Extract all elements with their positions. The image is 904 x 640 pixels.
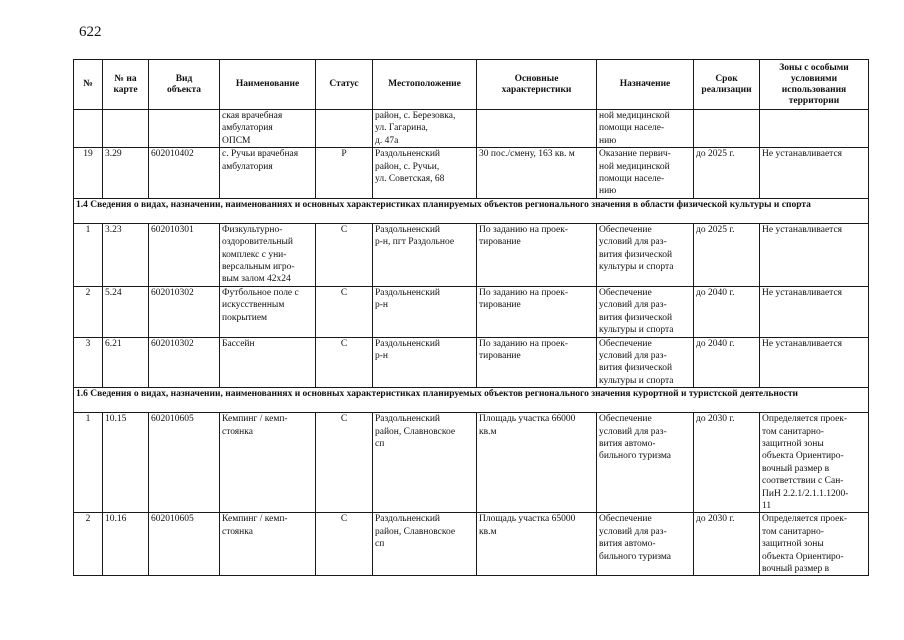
cell-name: Футбольное поле с искусственным покрытием <box>220 286 316 337</box>
cell-purpose: Обеспечение условий для раз- вития автомо- бильного туризма <box>597 513 694 576</box>
header-purpose: Назначение <box>597 60 694 110</box>
cell-special-zones: Не устанавливается <box>760 148 869 199</box>
cell-deadline: до 2030 г. <box>694 513 760 576</box>
cell-special-zones <box>760 110 869 148</box>
cell-status: С <box>316 513 373 576</box>
table-header-row <box>74 60 869 110</box>
section-title: 1.6 Сведения о видах, назначении, наименованиях и основных характеристиках планируемых объектов регионального значения курортной и туристской деятельности <box>74 388 869 413</box>
cell-characteristics <box>477 110 597 148</box>
cell-object-type: 602010302 <box>149 337 220 388</box>
cell-special-zones: Определяется проек- том санитарно- защитной зоны объекта Ориентиро- вочный размер в <box>760 513 869 576</box>
cell-object-type: 602010605 <box>149 513 220 576</box>
table-row <box>74 110 869 148</box>
cell-num: 1 <box>74 223 103 286</box>
cell-location: Раздольненский район, Славновское сп <box>373 513 477 576</box>
cell-characteristics: Площадь участка 66000 кв.м <box>477 413 597 513</box>
cell-name: Кемпинг / кемп- стоянка <box>220 413 316 513</box>
cell-characteristics: По заданию на проек- тирование <box>477 286 597 337</box>
cell-name: Физкультурно- оздоровительный комплекс с уни- версальным игро- вым залом 42х24 <box>220 223 316 286</box>
cell-special-zones: Не устанавливается <box>760 337 869 388</box>
cell-purpose: Оказание первич- ной медицинской помощи населе- нию <box>597 148 694 199</box>
cell-name: Кемпинг / кемп- стоянка <box>220 513 316 576</box>
cell-location: Раздольненский район, с. Ручьи, ул. Советская, 68 <box>373 148 477 199</box>
cell-purpose: Обеспечение условий для раз- вития физической культуры и спорта <box>597 223 694 286</box>
cell-deadline: до 2025 г. <box>694 148 760 199</box>
cell-deadline: до 2025 г. <box>694 223 760 286</box>
cell-status: С <box>316 286 373 337</box>
cell-special-zones: Не устанавливается <box>760 286 869 337</box>
cell-num: 2 <box>74 513 103 576</box>
cell-map-number: 6.21 <box>103 337 149 388</box>
cell-map-number: 10.15 <box>103 413 149 513</box>
cell-name: Бассейн <box>220 337 316 388</box>
cell-purpose: Обеспечение условий для раз- вития физической культуры и спорта <box>597 337 694 388</box>
cell-map-number: 5.24 <box>103 286 149 337</box>
cell-num: 1 <box>74 413 103 513</box>
cell-characteristics: 30 пос./смену, 163 кв. м <box>477 148 597 199</box>
header-location: Местоположение <box>373 60 477 110</box>
table-row <box>74 337 869 388</box>
cell-name: с. Ручьи врачебная амбулатория <box>220 148 316 199</box>
cell-map-number <box>103 110 149 148</box>
cell-characteristics: Площадь участка 65000 кв.м <box>477 513 597 576</box>
cell-status: С <box>316 223 373 286</box>
cell-deadline: до 2040 г. <box>694 337 760 388</box>
cell-num: 3 <box>74 337 103 388</box>
table-row <box>74 513 869 576</box>
cell-location: район, с. Березовка, ул. Гагарина, д. 47а <box>373 110 477 148</box>
cell-purpose: Обеспечение условий для раз- вития автомо- бильного туризма <box>597 413 694 513</box>
cell-deadline: до 2040 г. <box>694 286 760 337</box>
cell-map-number: 10.16 <box>103 513 149 576</box>
cell-status: С <box>316 413 373 513</box>
cell-num: 19 <box>74 148 103 199</box>
cell-status: Р <box>316 148 373 199</box>
header-deadline: Срок реализации <box>694 60 760 110</box>
cell-object-type <box>149 110 220 148</box>
cell-num: 2 <box>74 286 103 337</box>
header-name: Наименование <box>220 60 316 110</box>
header-object-type: Вид объекта <box>149 60 220 110</box>
cell-location: Раздольненский р-н <box>373 337 477 388</box>
cell-location: Раздольненский район, Славновское сп <box>373 413 477 513</box>
cell-deadline <box>694 110 760 148</box>
cell-deadline: до 2030 г. <box>694 413 760 513</box>
cell-object-type: 602010605 <box>149 413 220 513</box>
section-title: 1.4 Сведения о видах, назначении, наименованиях и основных характеристиках планируемых объектов регионального значения в области физической культуры и спорта <box>74 198 869 223</box>
cell-name: ская врачебная амбулатория ОПСМ <box>220 110 316 148</box>
table-row <box>74 223 869 286</box>
cell-status <box>316 110 373 148</box>
cell-num <box>74 110 103 148</box>
cell-status: С <box>316 337 373 388</box>
section-row <box>74 198 869 223</box>
table-row <box>74 148 869 199</box>
cell-map-number: 3.23 <box>103 223 149 286</box>
cell-purpose: ной медицинской помощи населе- нию <box>597 110 694 148</box>
cell-map-number: 3.29 <box>103 148 149 199</box>
cell-characteristics: По заданию на проек- тирование <box>477 337 597 388</box>
table-body <box>74 110 869 576</box>
cell-special-zones: Не устанавливается <box>760 223 869 286</box>
cell-object-type: 602010301 <box>149 223 220 286</box>
cell-object-type: 602010302 <box>149 286 220 337</box>
cell-object-type: 602010402 <box>149 148 220 199</box>
page-number: 622 <box>79 24 102 40</box>
cell-location: Раздольненский р-н <box>373 286 477 337</box>
cell-purpose: Обеспечение условий для раз- вития физической культуры и спорта <box>597 286 694 337</box>
cell-special-zones: Определяется проек- том санитарно- защитной зоны объекта Ориентиро- вочный размер в соответствии с Сан- ПиН 2.2.1/2.1.1.1200- 11 <box>760 413 869 513</box>
header-characteristics: Основные характеристики <box>477 60 597 110</box>
table-row <box>74 413 869 513</box>
header-status: Статус <box>316 60 373 110</box>
cell-location: Раздольненский р-н, пгт Раздольное <box>373 223 477 286</box>
table-row <box>74 286 869 337</box>
planned-objects-table <box>73 59 869 576</box>
section-row <box>74 388 869 413</box>
header-number: № <box>74 60 103 110</box>
header-map-number: № на карте <box>103 60 149 110</box>
cell-characteristics: По заданию на проек- тирование <box>477 223 597 286</box>
header-special-zones: Зоны с особыми условиями использования территории <box>760 60 869 110</box>
